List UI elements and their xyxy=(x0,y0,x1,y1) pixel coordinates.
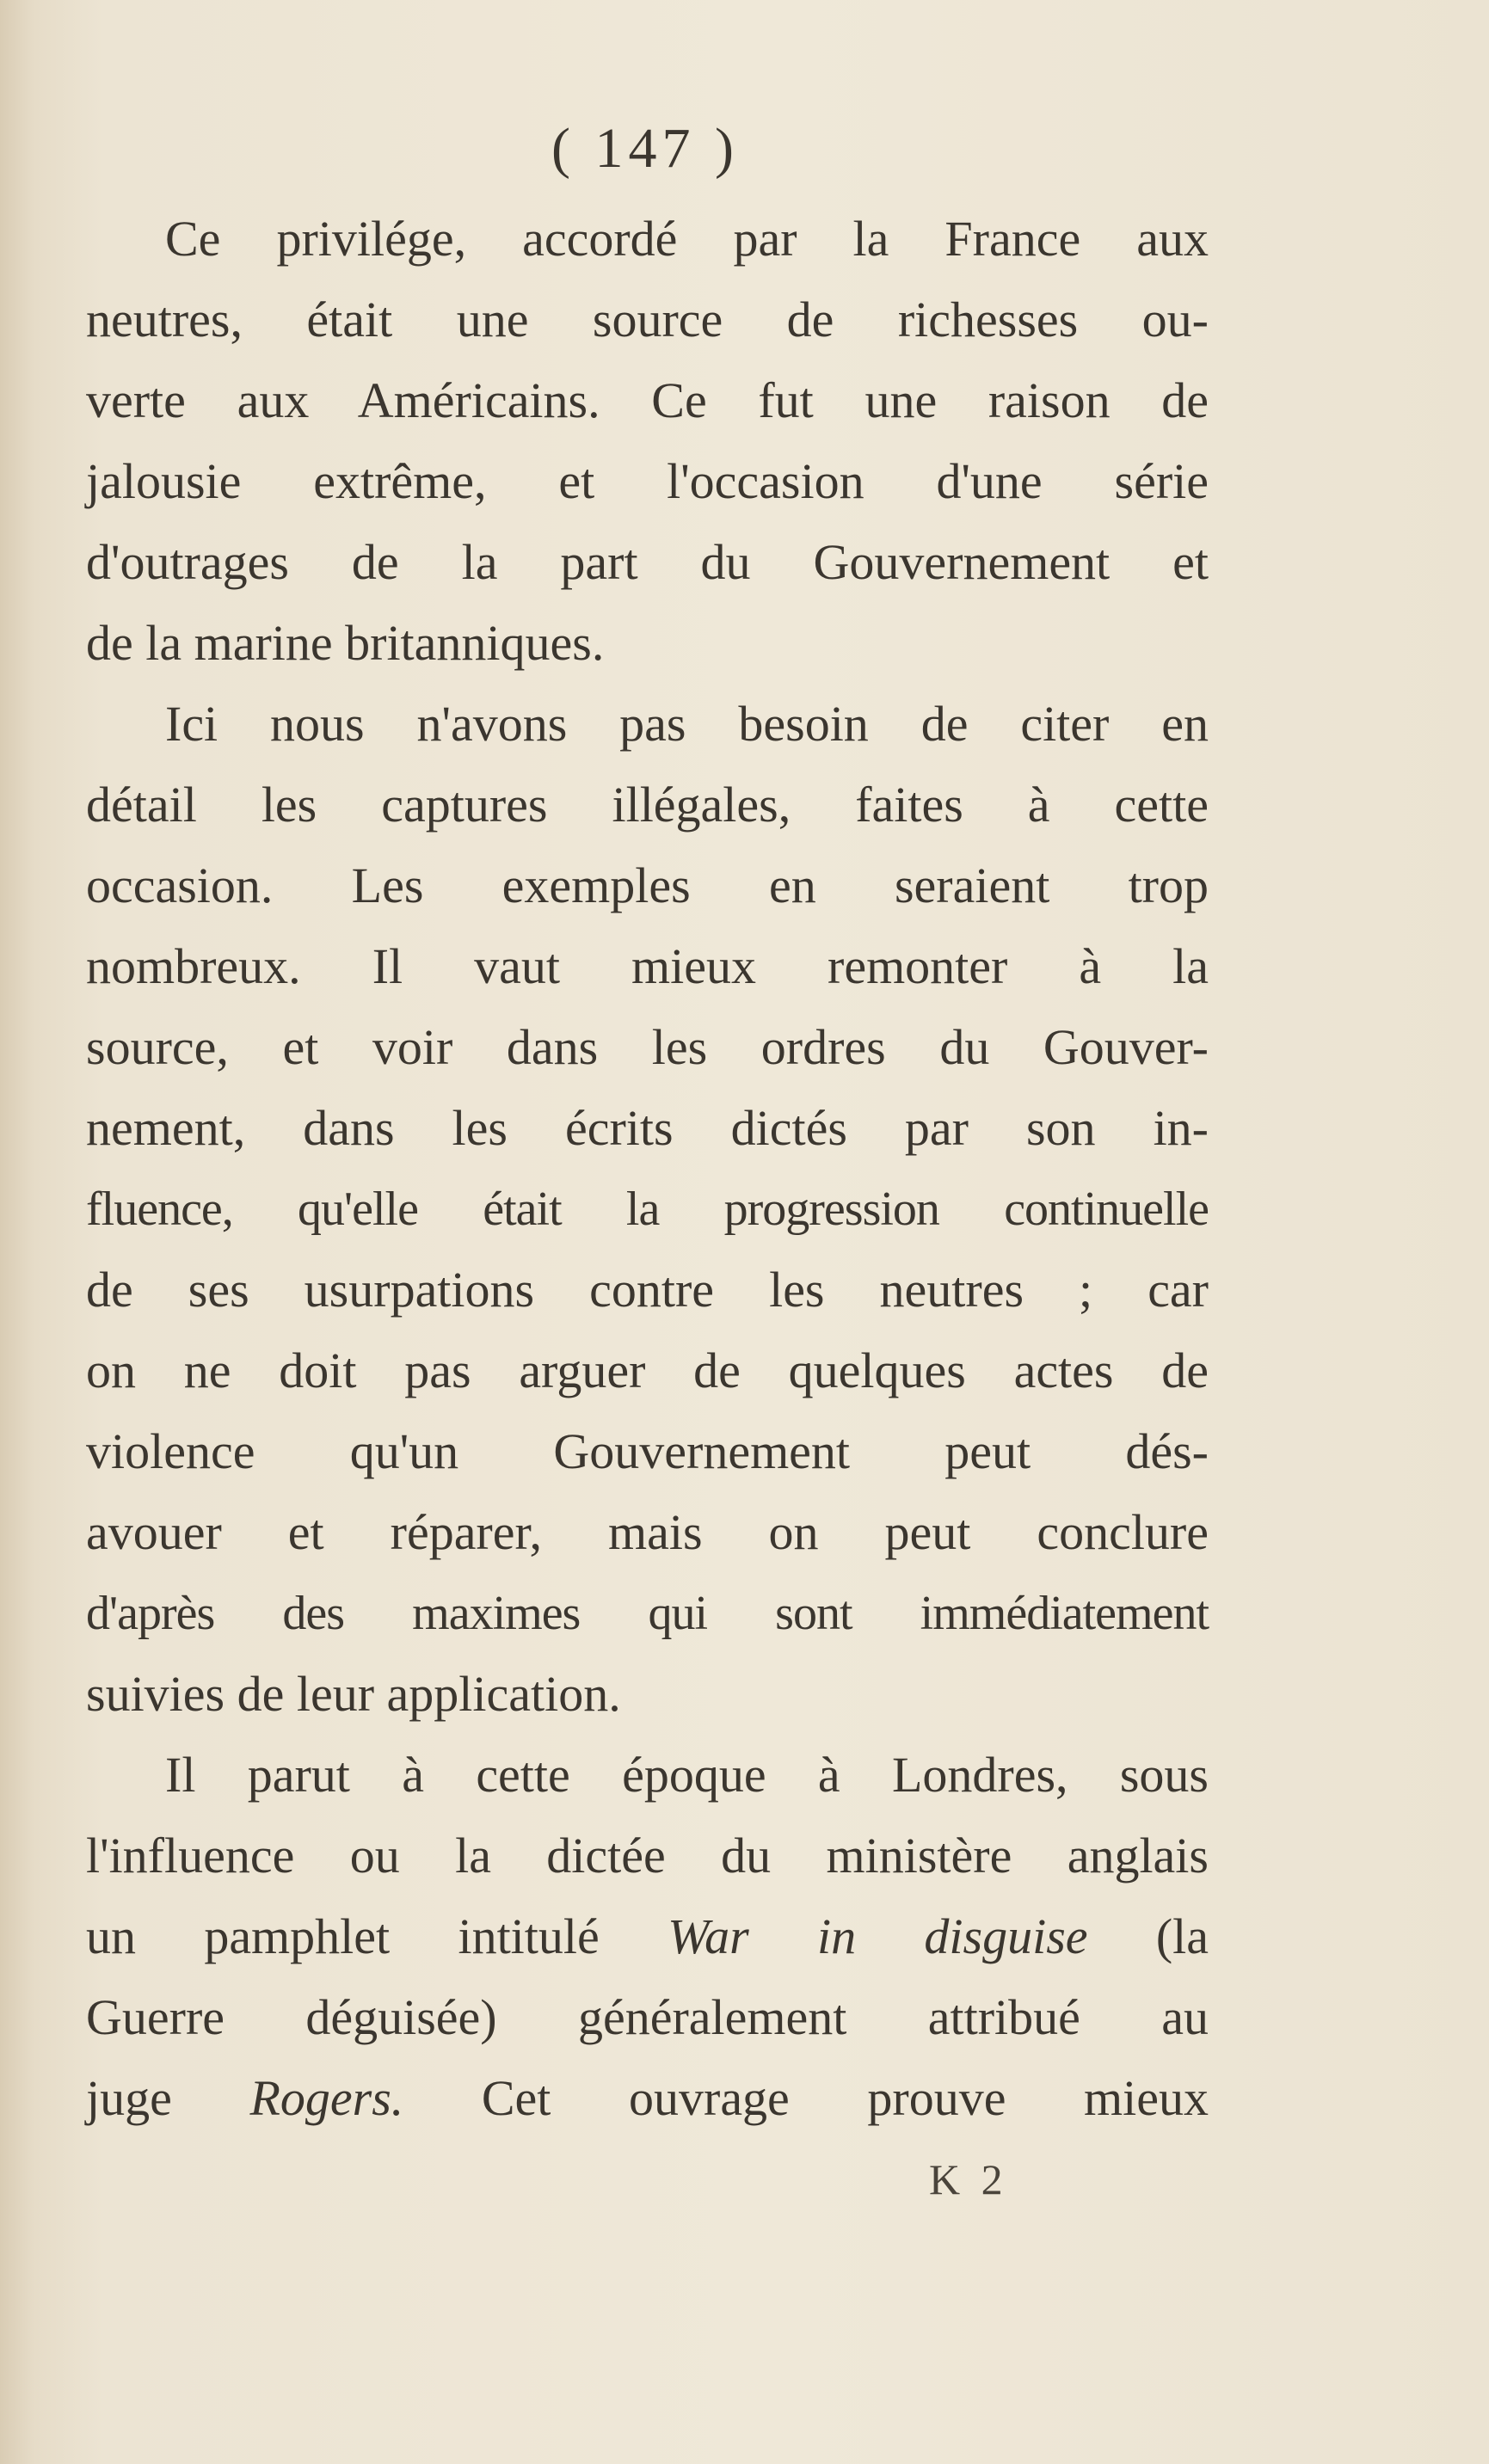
text-line: Il parut à cette époque à Londres, sous xyxy=(165,1747,1209,1803)
italic-name: Rogers. xyxy=(249,2070,404,2126)
text-line: suivies de leur application. xyxy=(86,1666,621,1722)
text-line: fluence, qu'elle était la progression continuelle xyxy=(86,1183,1209,1236)
text-segment: Cet ouvrage prouve mieux xyxy=(403,2070,1209,2126)
text-line: d'outrages de la part du Gouvernement et xyxy=(86,534,1209,590)
text-line: verte aux Américains. Ce fut une raison de xyxy=(86,372,1209,428)
page-number: ( 147 ) xyxy=(551,117,739,180)
text-line xyxy=(86,1896,1209,1977)
text-line: avouer et réparer, mais on peut conclure xyxy=(86,1504,1209,1560)
text-segment: un pamphlet intitulé xyxy=(86,1908,668,1964)
text-segment: juge xyxy=(86,2070,250,2126)
text-line: on ne doit pas arguer de quelques actes de xyxy=(86,1343,1209,1398)
text-line: violence qu'un Gouvernement peut dés- xyxy=(86,1423,1209,1479)
text-segment: (la xyxy=(1087,1908,1209,1964)
text-line: l'influence ou la dictée du ministère anglais xyxy=(86,1828,1209,1883)
text-line: neutres, était une source de richesses ou- xyxy=(86,292,1209,347)
text-line: jalousie extrême, et l'occasion d'une série xyxy=(86,453,1209,509)
text-line: de ses usurpations contre les neutres ; car xyxy=(86,1262,1209,1318)
text-line: détail les captures illégales, faites à cette xyxy=(86,777,1209,833)
text-line: Ici nous n'avons pas besoin de citer en xyxy=(165,696,1209,752)
italic-title: War in disguise xyxy=(668,1908,1088,1964)
text-line xyxy=(86,2058,1209,2139)
text-line: Guerre déguisée) généralement attribué au xyxy=(86,1989,1209,2045)
text-line: de la marine britanniques. xyxy=(86,615,605,671)
signature-mark: K 2 xyxy=(929,2155,1008,2203)
text-line: d'après des maximes qui sont immédiatement xyxy=(86,1587,1209,1640)
text-line: occasion. Les exemples en seraient trop xyxy=(86,857,1209,913)
text-line: nement, dans les écrits dictés par son in- xyxy=(86,1100,1209,1156)
text-line: nombreux. Il vaut mieux remonter à la xyxy=(86,938,1209,994)
text-line: Ce privilége, accordé par la France aux xyxy=(165,211,1209,267)
text-line: source, et voir dans les ordres du Gouver- xyxy=(86,1019,1209,1075)
